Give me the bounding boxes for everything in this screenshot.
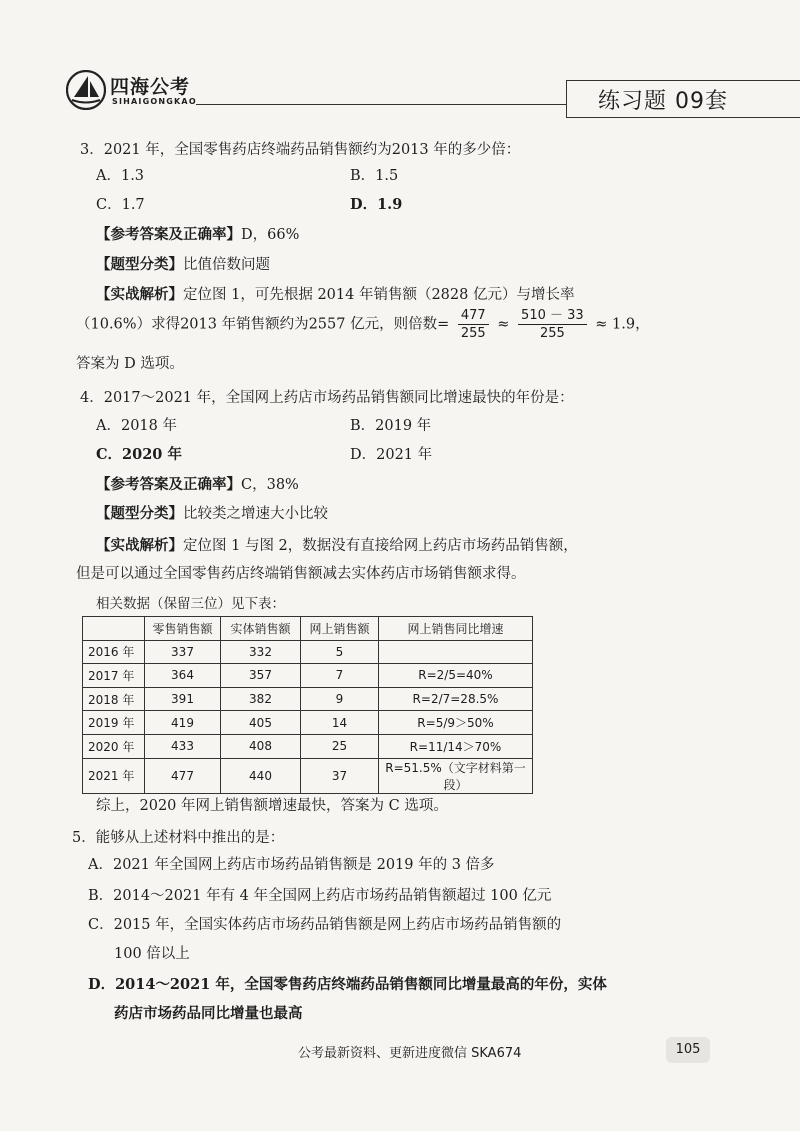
header-cell: 实体销售额 bbox=[221, 617, 301, 641]
footer-note: 公考最新资料、更新进度微信 SKA674 bbox=[298, 1046, 522, 1061]
q3-analysis-line3: 答案为 D 选项。 bbox=[76, 356, 184, 372]
table-cell: 357 bbox=[221, 664, 301, 688]
type-value: 比较类之增速大小比较 bbox=[183, 506, 328, 522]
table-caption: 相关数据（保留三位）见下表： bbox=[96, 596, 285, 612]
table-cell: 37 bbox=[301, 758, 379, 793]
answer-label: 【参考答案及正确率】 bbox=[96, 476, 241, 493]
q5-option-d-line2: 药店市场药品同比增量也最高 bbox=[114, 1005, 303, 1022]
table-cell bbox=[379, 640, 533, 664]
analysis-label: 【实战解析】 bbox=[96, 286, 183, 303]
table-row bbox=[83, 758, 533, 793]
header-cell bbox=[83, 617, 145, 641]
q3-type bbox=[96, 253, 270, 274]
table-cell: 440 bbox=[221, 758, 301, 793]
analysis-text: （10.6%）求得2013 年销售额约为2557 亿元，则倍数= bbox=[76, 316, 450, 333]
table-cell: 337 bbox=[145, 640, 221, 664]
q4-conclusion: 综上，2020 年网上销售额增速最快，答案为 C 选项。 bbox=[96, 798, 448, 814]
series-title: 练习题 09套 bbox=[598, 89, 728, 114]
q3-option-a: A．1.3 bbox=[96, 168, 145, 184]
q3-stem: 3．2021 年，全国零售药店终端药品销售额约为2013 年的多少倍： bbox=[80, 142, 521, 158]
analysis-text: ≈ 1.9， bbox=[595, 316, 650, 333]
q3-option-c: C．1.7 bbox=[96, 197, 145, 213]
fraction-2 bbox=[518, 307, 587, 342]
header-rule bbox=[196, 104, 566, 105]
q3-option-d: D．1.9 bbox=[350, 196, 403, 213]
page-number: 105 bbox=[666, 1037, 710, 1063]
table-cell: 2019 年 bbox=[83, 711, 145, 735]
table-cell: 364 bbox=[145, 664, 221, 688]
fraction-numerator: 510 － 33 bbox=[518, 307, 587, 325]
table-row bbox=[83, 640, 533, 664]
q5-option-c-line2: 100 倍以上 bbox=[114, 946, 190, 962]
analysis-label: 【实战解析】 bbox=[96, 537, 183, 554]
analysis-text: 定位图 1 与图 2，数据没有直接给网上药店市场药品销售额， bbox=[183, 538, 578, 554]
table-cell: 382 bbox=[221, 687, 301, 711]
growth-data-table bbox=[82, 616, 533, 794]
type-label: 【题型分类】 bbox=[96, 505, 183, 522]
table-cell: 14 bbox=[301, 711, 379, 735]
table-cell: 2021 年 bbox=[83, 758, 145, 793]
answer-value: C，38% bbox=[241, 477, 299, 493]
table-row bbox=[83, 734, 533, 758]
q4-option-a: A．2018 年 bbox=[96, 418, 177, 434]
q4-analysis-line1 bbox=[96, 534, 578, 555]
sailboat-logo-icon bbox=[66, 70, 106, 110]
type-value: 比值倍数问题 bbox=[183, 257, 270, 273]
q4-option-b: B．2019 年 bbox=[350, 418, 432, 434]
table-cell: R=51.5%（文字材料第一段） bbox=[379, 758, 533, 793]
q5-option-d-line1: D．2014～2021 年，全国零售药店终端药品销售额同比增量最高的年份，实体 bbox=[88, 976, 607, 993]
header-cell: 网上销售同比增速 bbox=[379, 617, 533, 641]
fraction-numerator: 477 bbox=[458, 307, 489, 325]
q4-option-c: C．2020 年 bbox=[96, 446, 182, 463]
table-cell: 5 bbox=[301, 640, 379, 664]
logo-english-name: SIHAIGONGKAO bbox=[112, 97, 197, 106]
table-row bbox=[83, 664, 533, 688]
q4-option-d: D．2021 年 bbox=[350, 447, 433, 463]
q5-option-a: A．2021 年全国网上药店市场药品销售额是 2019 年的 3 倍多 bbox=[88, 857, 495, 873]
table-cell: 2016 年 bbox=[83, 640, 145, 664]
q4-stem: 4．2017～2021 年，全国网上药店市场药品销售额同比增速最快的年份是： bbox=[80, 390, 574, 406]
fraction-denominator: 255 bbox=[539, 326, 565, 341]
fraction-1 bbox=[458, 307, 489, 342]
table-cell: 391 bbox=[145, 687, 221, 711]
table-cell: R=5/9＞50% bbox=[379, 711, 533, 735]
table-row bbox=[83, 687, 533, 711]
table-cell: 408 bbox=[221, 734, 301, 758]
table-cell: 9 bbox=[301, 687, 379, 711]
analysis-text: 定位图 1，可先根据 2014 年销售额（2828 亿元）与增长率 bbox=[183, 287, 575, 303]
q5-stem: 5．能够从上述材料中推出的是： bbox=[72, 830, 285, 846]
table-row bbox=[83, 711, 533, 735]
table-cell: 405 bbox=[221, 711, 301, 735]
table-cell: R=2/7=28.5% bbox=[379, 687, 533, 711]
table-cell: 25 bbox=[301, 734, 379, 758]
table-cell: 2017 年 bbox=[83, 664, 145, 688]
table-cell: 7 bbox=[301, 664, 379, 688]
table-cell: 2020 年 bbox=[83, 734, 145, 758]
header-cell: 网上销售额 bbox=[301, 617, 379, 641]
q5-option-b: B．2014～2021 年有 4 年全国网上药店市场药品销售额超过 100 亿元 bbox=[88, 888, 552, 904]
answer-label: 【参考答案及正确率】 bbox=[96, 226, 241, 243]
q3-option-b: B．1.5 bbox=[350, 168, 399, 184]
fraction-denominator: 255 bbox=[460, 326, 486, 341]
table-cell: 419 bbox=[145, 711, 221, 735]
table-cell: 332 bbox=[221, 640, 301, 664]
answer-value: D，66% bbox=[241, 227, 300, 243]
logo-chinese-name: 四海公考 bbox=[110, 76, 191, 98]
approx-sign: ≈ bbox=[497, 316, 510, 333]
q5-option-c-line1: C．2015 年，全国实体药店市场药品销售额是网上药店市场药品销售额的 bbox=[88, 917, 562, 933]
table-header-row bbox=[83, 617, 533, 641]
table-cell: R=11/14＞70% bbox=[379, 734, 533, 758]
q3-answer bbox=[96, 223, 299, 244]
table-cell: 477 bbox=[145, 758, 221, 793]
table-cell: R=2/5=40% bbox=[379, 664, 533, 688]
table-cell: 433 bbox=[145, 734, 221, 758]
brand-logo bbox=[66, 70, 196, 116]
header-cell: 零售销售额 bbox=[145, 617, 221, 641]
table-cell: 2018 年 bbox=[83, 687, 145, 711]
type-label: 【题型分类】 bbox=[96, 256, 183, 273]
q4-analysis-line2: 但是可以通过全国零售药店终端销售额减去实体药店市场销售额求得。 bbox=[76, 566, 526, 582]
q3-analysis-line2 bbox=[76, 307, 650, 342]
q4-answer bbox=[96, 473, 299, 494]
q3-analysis-line1 bbox=[96, 283, 574, 304]
q4-type bbox=[96, 502, 328, 523]
